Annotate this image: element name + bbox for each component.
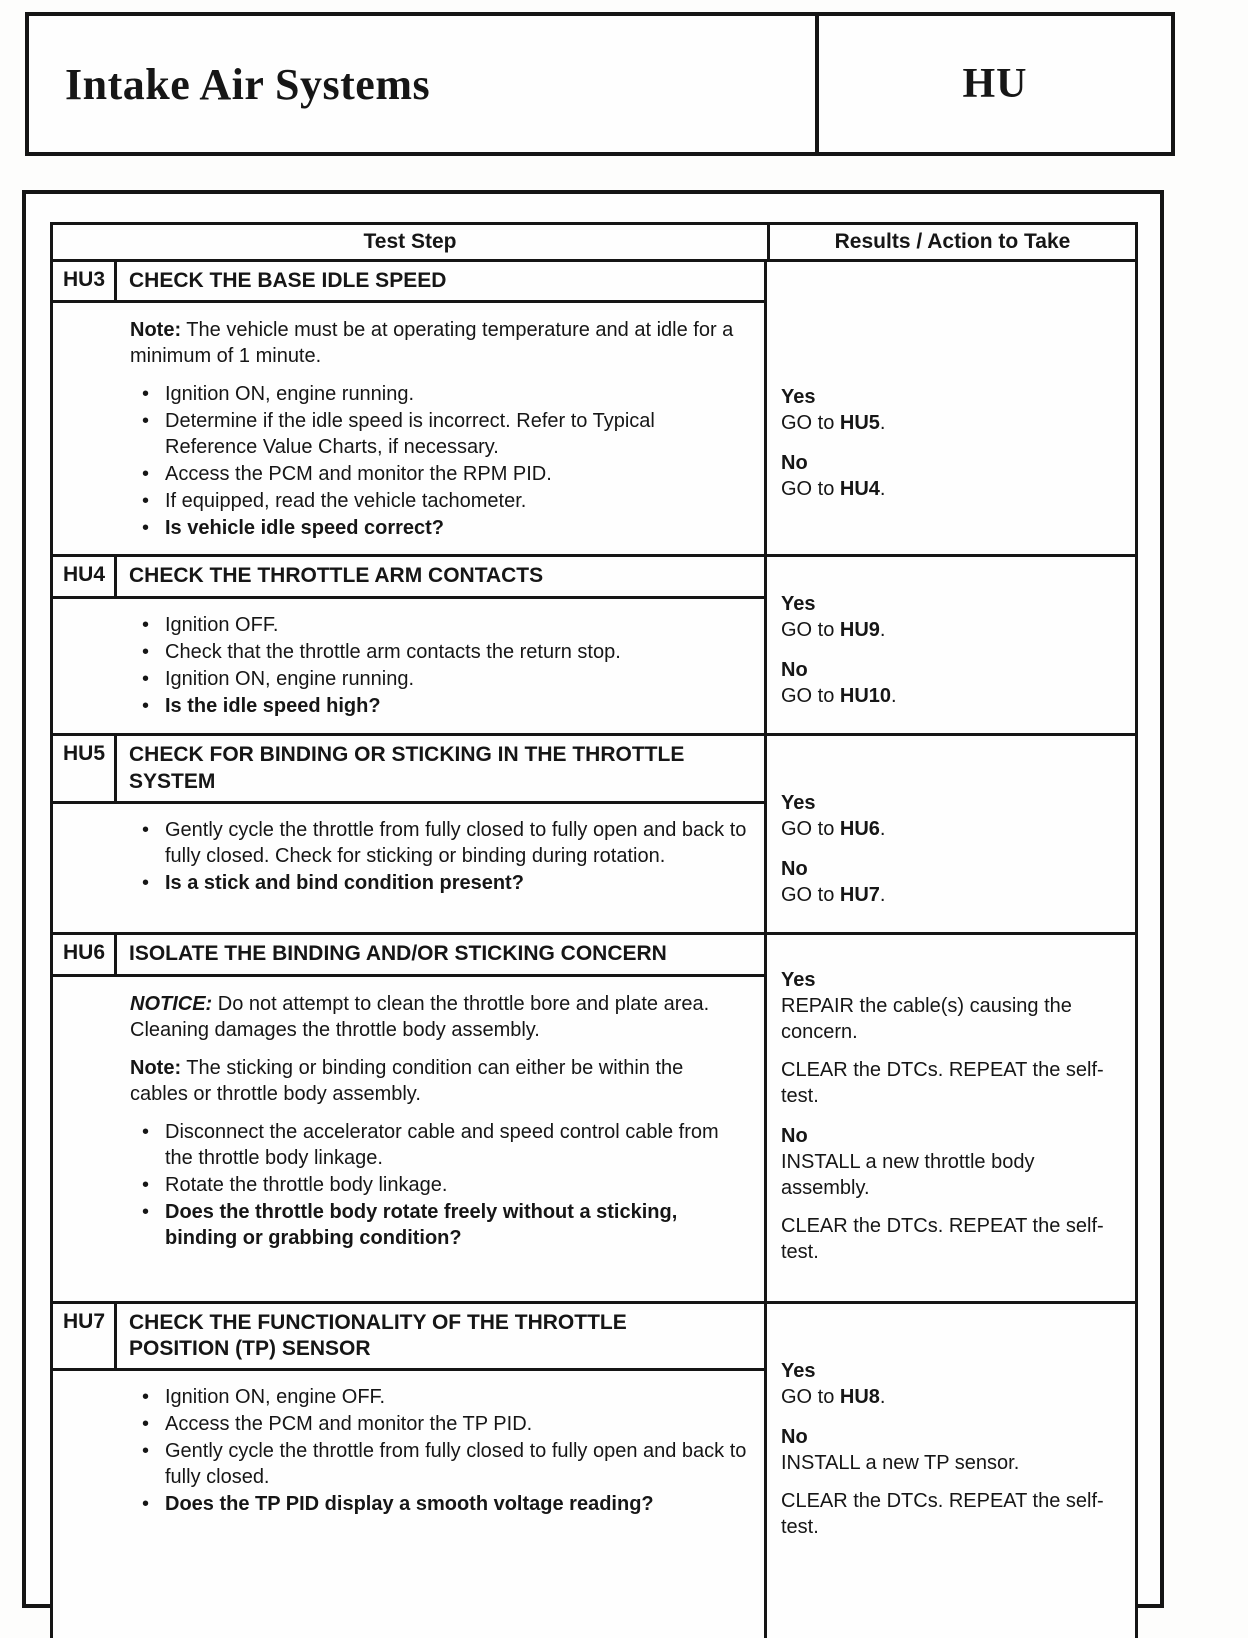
table-body (53, 262, 1135, 1638)
bullet-text (165, 1411, 750, 1437)
bullet-marker: • (142, 490, 150, 513)
bullet-marker: • (142, 1173, 150, 1196)
test-step-hu5 (53, 733, 1135, 932)
result-group (781, 1358, 1121, 1410)
result-group (781, 1424, 1121, 1540)
step-instructions (53, 1371, 764, 1638)
test-step-hu4 (53, 554, 1135, 733)
bullet-text (165, 461, 750, 487)
bullet-text (165, 1384, 750, 1410)
bullet-item (130, 870, 750, 896)
text-segment: HU8 (839, 1385, 880, 1408)
result-group (781, 790, 1121, 842)
text-segment: Does the throttle body rotate freely without a sticking, binding or grabbing condition? (165, 1200, 678, 1249)
text-segment: Gently cycle the throttle from fully closed to fully open and back to fully closed. (165, 1440, 747, 1488)
text-segment: HU10 (839, 685, 892, 708)
page-title: Intake Air Systems (65, 59, 431, 109)
step-title: CHECK FOR BINDING OR STICKING IN THE THROTTLE SYSTEM (129, 743, 685, 793)
result-action (781, 1384, 1121, 1410)
text-segment: GO to (781, 685, 840, 708)
bullet-marker: • (142, 463, 150, 486)
result-label: No (781, 659, 808, 682)
text-segment: . (879, 1385, 886, 1408)
result-action (781, 617, 1121, 643)
text-segment: INSTALL a new throttle body assembly. (781, 1151, 1035, 1200)
text-segment: Ignition ON, engine OFF. (165, 1386, 386, 1408)
step-instructions (53, 599, 764, 734)
text-segment: Note: (130, 319, 182, 342)
text-segment: The sticking or binding condition can either be within the cables or throttle body assembly. (130, 1056, 684, 1105)
bullet-marker: • (142, 667, 150, 690)
note-paragraph (130, 1055, 740, 1107)
bullet-marker: • (142, 1120, 150, 1143)
note-paragraph (130, 317, 740, 369)
result-group (781, 967, 1121, 1109)
bullet-text (165, 817, 750, 869)
text-segment: . (879, 412, 886, 434)
result-group (781, 856, 1121, 908)
bullet-item (130, 639, 750, 665)
text-segment: GO to (781, 1385, 840, 1408)
bullet-item (130, 693, 750, 719)
step-title-row (53, 557, 764, 598)
text-segment: Rotate the throttle body linkage. (165, 1173, 448, 1196)
bullet-text (165, 1438, 750, 1490)
page-header (25, 12, 1175, 156)
bullet-marker: • (142, 383, 150, 406)
text-segment: Determine if the idle speed is incorrect. Refer to Typical Reference Value Charts, if necessary. (165, 410, 655, 459)
step-results (767, 557, 1135, 733)
result-action (781, 1488, 1121, 1540)
test-step-hu7 (53, 1301, 1135, 1638)
pinpoint-test-table (50, 222, 1138, 1638)
bullet-marker: • (142, 517, 150, 540)
column-header-results: Results / Action to Take (767, 225, 1135, 259)
text-segment: Ignition ON, engine running. (165, 383, 415, 406)
text-segment: Do not attempt to clean the throttle bore and plate area. Cleaning damages the throttle body assembly. (130, 992, 710, 1041)
bullet-text (165, 488, 750, 514)
text-segment: NOTICE: (130, 992, 213, 1015)
result-action (781, 1213, 1121, 1265)
bullet-item (130, 1172, 750, 1198)
test-step-hu6 (53, 932, 1135, 1300)
column-header-test-step: Test Step (363, 230, 457, 253)
text-segment: HU4 (839, 478, 880, 500)
text-segment: GO to (781, 478, 840, 500)
result-group (781, 384, 1121, 436)
text-segment: Access the PCM and monitor the RPM PID. (165, 463, 552, 486)
step-title: CHECK THE THROTTLE ARM CONTACTS (129, 564, 544, 588)
result-group (781, 657, 1121, 709)
bullet-item (130, 488, 750, 514)
text-segment: CLEAR the DTCs. REPEAT the self-test. (781, 1489, 1104, 1538)
bullet-marker: • (142, 1493, 150, 1515)
text-segment: Is a stick and bind condition present? (165, 871, 524, 894)
step-instructions (53, 804, 764, 933)
bullet-marker: • (142, 694, 150, 717)
bullet-text (165, 1119, 750, 1171)
step-test-column (53, 935, 767, 1300)
test-step-hu3 (53, 262, 1135, 554)
step-title: CHECK THE FUNCTIONALITY OF THE THROTTLE POSITION (TP) SENSOR (129, 1310, 627, 1360)
text-segment: INSTALL a new TP sensor. (781, 1451, 1020, 1474)
step-id: HU5 (53, 736, 117, 801)
text-segment: Does the TP PID display a smooth voltage reading? (165, 1493, 654, 1515)
text-segment: If equipped, read the vehicle tachometer. (165, 490, 527, 513)
step-results (767, 262, 1135, 554)
bullet-text (165, 1199, 750, 1251)
text-segment: HU9 (839, 619, 880, 642)
text-segment: GO to (781, 412, 840, 434)
bullet-item (130, 1438, 750, 1490)
step-instructions (53, 977, 764, 1301)
text-segment: . (891, 685, 897, 708)
text-segment: . (879, 818, 886, 841)
bullet-marker: • (142, 410, 150, 433)
bullet-text (165, 381, 750, 407)
bullet-item (130, 1411, 750, 1437)
bullet-item (130, 461, 750, 487)
step-title-row (53, 262, 764, 303)
text-segment: CLEAR the DTCs. REPEAT the self-test. (781, 1215, 1104, 1264)
bullet-marker: • (142, 1386, 150, 1408)
bullet-item (130, 408, 750, 460)
result-action (781, 1057, 1121, 1109)
text-segment: CLEAR the DTCs. REPEAT the self-test. (781, 1059, 1104, 1108)
result-action (781, 993, 1121, 1045)
result-label: Yes (781, 386, 816, 408)
result-label: No (781, 858, 808, 881)
step-title: CHECK THE BASE IDLE SPEED (129, 269, 447, 292)
result-label: Yes (781, 593, 816, 616)
bullet-item (130, 381, 750, 407)
bullet-text (165, 612, 750, 638)
text-segment: Is the idle speed high? (165, 694, 381, 717)
result-label: No (781, 1125, 808, 1148)
step-test-column (53, 262, 767, 554)
result-action (781, 410, 1121, 436)
text-segment: HU6 (839, 818, 880, 841)
step-results (767, 935, 1135, 1300)
text-segment: GO to (781, 818, 840, 841)
step-title-row (53, 736, 764, 804)
text-segment: Gently cycle the throttle from fully closed to fully open and back to fully closed. Check for sticking or binding during rotation. (165, 818, 747, 867)
step-instructions (53, 303, 764, 554)
text-segment: . (879, 884, 886, 907)
bullet-marker: • (142, 818, 150, 841)
bullet-marker: • (142, 871, 150, 894)
step-title: ISOLATE THE BINDING AND/OR STICKING CONCERN (129, 942, 667, 966)
result-group (781, 450, 1121, 502)
note-paragraph (130, 991, 740, 1043)
bullet-item (130, 666, 750, 692)
step-test-column (53, 736, 767, 932)
bullet-text (165, 515, 750, 541)
result-action (781, 1149, 1121, 1201)
text-segment: GO to (781, 884, 840, 907)
text-segment: Access the PCM and monitor the TP PID. (165, 1413, 533, 1435)
bullet-text (165, 870, 750, 896)
section-code: HU (815, 16, 1171, 152)
result-label: Yes (781, 969, 816, 992)
result-action (781, 1450, 1121, 1476)
bullet-marker: • (142, 1440, 150, 1462)
bullet-text (165, 408, 750, 460)
result-label: Yes (781, 792, 816, 815)
text-segment: HU5 (839, 412, 880, 434)
step-id: HU3 (53, 262, 117, 300)
result-action (781, 683, 1121, 709)
content-frame (22, 190, 1164, 1608)
bullet-marker: • (142, 1200, 150, 1223)
text-segment: Is vehicle idle speed correct? (165, 517, 445, 540)
result-label: No (781, 1425, 808, 1448)
bullet-text (165, 666, 750, 692)
result-group (781, 1123, 1121, 1265)
step-results (767, 1304, 1135, 1638)
step-test-column (53, 1304, 767, 1638)
text-segment: HU7 (839, 884, 880, 907)
bullet-item (130, 1119, 750, 1171)
bullet-text (165, 1491, 750, 1517)
bullet-item (130, 1491, 750, 1517)
result-label: Yes (781, 1359, 816, 1382)
bullet-text (165, 639, 750, 665)
bullet-marker: • (142, 613, 150, 636)
text-segment: REPAIR the cable(s) causing the concern. (781, 995, 1072, 1044)
step-title-row (53, 935, 764, 976)
result-label: No (781, 452, 808, 474)
table-header-row (53, 225, 1135, 262)
bullet-item (130, 1199, 750, 1251)
text-segment: . (879, 619, 886, 642)
bullet-marker: • (142, 640, 150, 663)
bullet-item (130, 1384, 750, 1410)
result-group (781, 591, 1121, 643)
result-action (781, 476, 1121, 502)
text-segment: The vehicle must be at operating temperature and at idle for a minimum of 1 minute. (130, 319, 734, 368)
text-segment: Check that the throttle arm contacts the return stop. (165, 640, 621, 663)
text-segment: Ignition ON, engine running. (165, 667, 415, 690)
step-id: HU6 (53, 935, 117, 973)
text-segment: Disconnect the accelerator cable and speed control cable from the throttle body linkage. (165, 1120, 719, 1169)
bullet-marker: • (142, 1413, 150, 1435)
result-action (781, 816, 1121, 842)
step-test-column (53, 557, 767, 733)
text-segment: Note: (130, 1056, 182, 1079)
bullet-item (130, 612, 750, 638)
bullet-text (165, 693, 750, 719)
step-id: HU4 (53, 557, 117, 595)
text-segment: Ignition OFF. (165, 613, 279, 636)
bullet-item (130, 817, 750, 869)
result-action (781, 882, 1121, 908)
step-results (767, 736, 1135, 932)
bullet-item (130, 515, 750, 541)
bullet-text (165, 1172, 750, 1198)
text-segment: GO to (781, 619, 840, 642)
step-id: HU7 (53, 1304, 117, 1369)
step-title-row (53, 1304, 764, 1372)
text-segment: . (879, 478, 886, 500)
